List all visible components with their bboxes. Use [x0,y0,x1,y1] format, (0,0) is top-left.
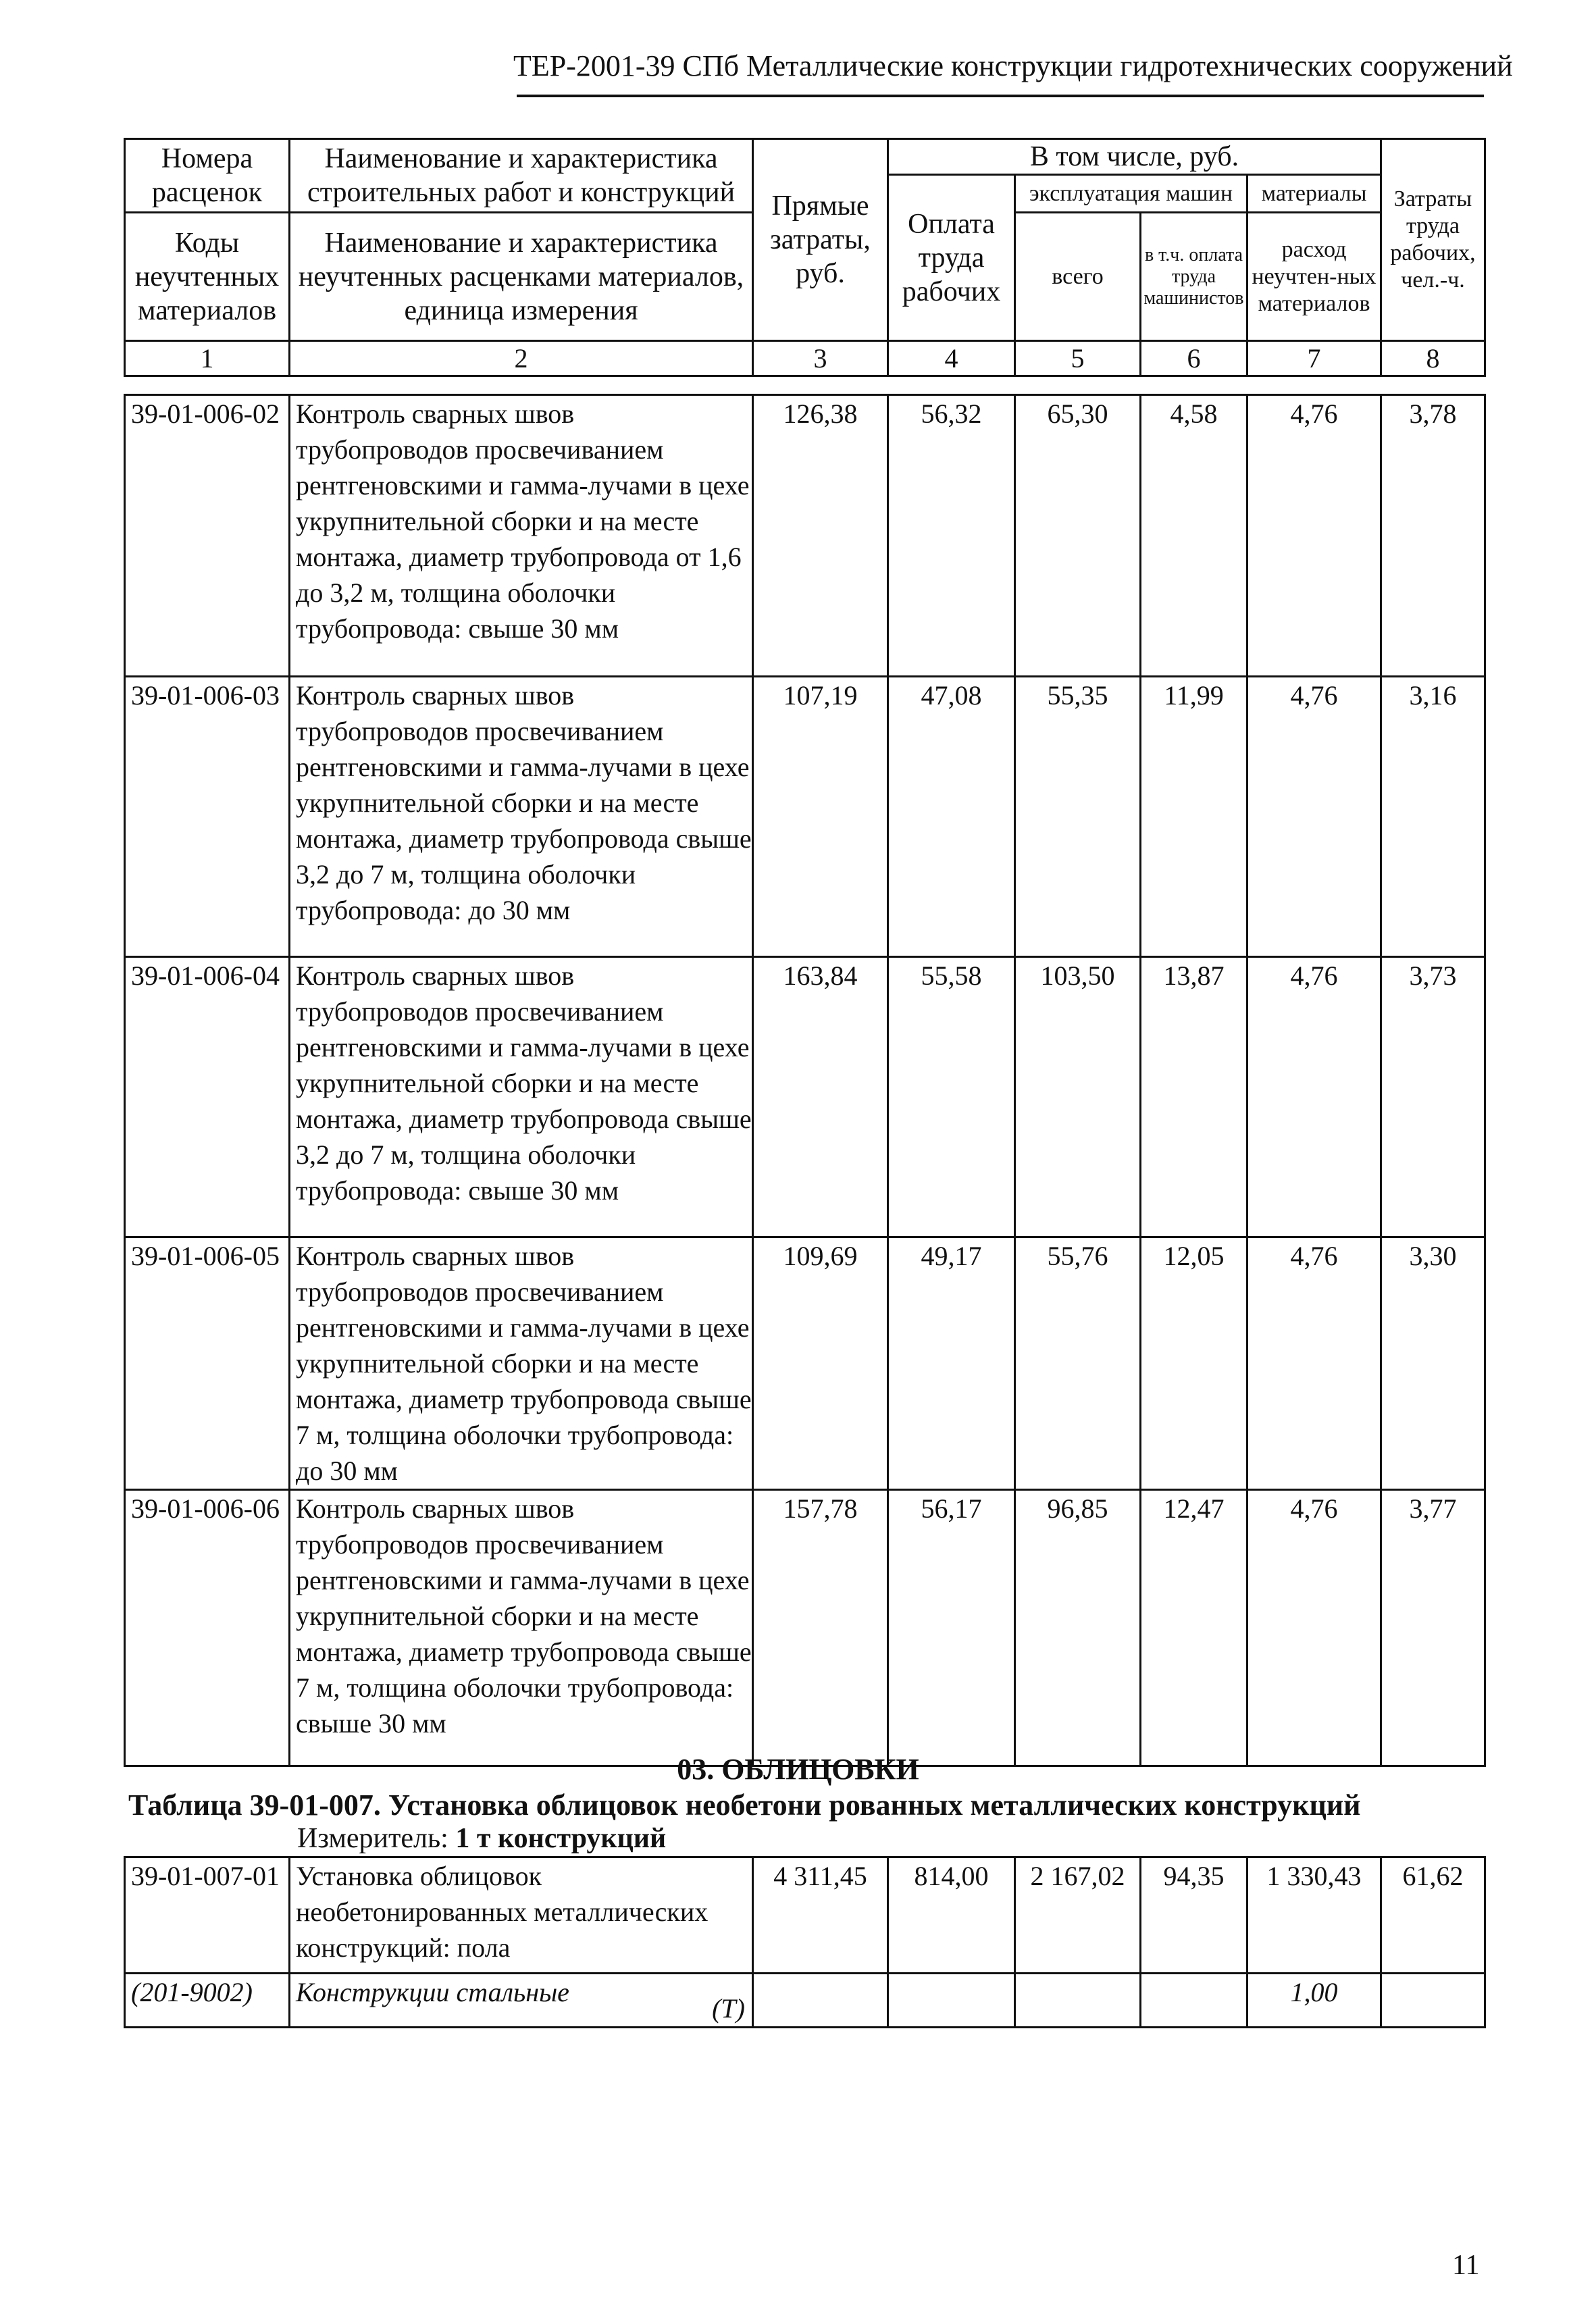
machines-total-value: 55,76 [1015,1237,1141,1490]
material-row [125,1974,1485,2028]
direct-costs-value: 157,78 [753,1490,888,1766]
header-materials: материалы [1247,175,1381,213]
table-row [125,957,1485,1237]
labor-hours-value: 3,78 [1381,395,1485,677]
machines-total-value: 55,35 [1015,677,1141,957]
rates-table [124,394,1486,1767]
col-number: 3 [753,341,888,376]
header-unaccounted-materials: расход неучтен-ных материалов [1247,213,1381,341]
labor-hours-value: 3,16 [1381,677,1485,957]
col-number: 6 [1141,341,1247,376]
header-rate-numbers: Номера расценок [125,139,290,213]
labor-hours-value: 61,62 [1381,1857,1485,1974]
direct-costs-value: 163,84 [753,957,888,1237]
machinists-pay-value: 11,99 [1141,677,1247,957]
header-machines-total: всего [1015,213,1141,341]
header-labor-hours: Затраты труда рабочих, чел.-ч. [1381,139,1485,341]
machinists-pay-value: 12,05 [1141,1237,1247,1490]
machinists-pay-value: 4,58 [1141,395,1247,677]
materials-value: 4,76 [1247,395,1381,677]
rate-description: Контроль сварных швов трубопроводов просвечиванием рентгеновскими и гамма-лучами в цехе укрупнительной сборки и на месте монтажа, диаметр трубопровода от 1,6 до 3,2 м, толщина оболочки трубопровода: свыше 30 мм [290,395,753,677]
materials-value: 1 330,43 [1247,1857,1381,1974]
material-code: (201-9002) [125,1974,290,2028]
col-number: 5 [1015,341,1141,376]
col-number: 7 [1247,341,1381,376]
rate-code: 39-01-006-05 [125,1237,290,1490]
direct-costs-value: 126,38 [753,395,888,677]
machines-total-value: 65,30 [1015,395,1141,677]
document-header-title: ТЕР-2001-39 СПб Металлические конструкции гидротехнических сооружений [513,49,1513,82]
machinists-pay-value: 94,35 [1141,1857,1247,1974]
facing-table [124,1856,1486,2028]
materials-value: 4,76 [1247,1490,1381,1766]
page-number: 11 [1452,2250,1480,2281]
materials-value: 4,76 [1247,1237,1381,1490]
measure-unit [297,1822,666,1855]
labor-hours-value: 3,77 [1381,1490,1485,1766]
material-unit: (Т) [712,1993,745,2024]
materials-value: 4,76 [1247,677,1381,957]
section-title: 03. ОБЛИЦОВКИ [677,1753,919,1786]
direct-costs-value: 4 311,45 [753,1857,888,1974]
header-machines: эксплуатация машин [1015,175,1247,213]
header-material-name: Наименование и характеристика неучтенных расценками материалов, единица измерения [290,213,753,341]
machines-total-value: 96,85 [1015,1490,1141,1766]
header-direct-costs: Прямые затраты, руб. [753,139,888,341]
direct-costs-value: 109,69 [753,1237,888,1490]
table-title: Таблица 39-01-007. Установка облицовок необетони рованных металлических конструкций [128,1789,1361,1822]
col-number: 8 [1381,341,1485,376]
header-labor-pay: Оплата труда рабочих [888,175,1015,341]
rate-description: Контроль сварных швов трубопроводов просвечиванием рентгеновскими и гамма-лучами в цехе укрупнительной сборки и на месте монтажа, диаметр трубопровода свыше 7 м, толщина оболочки трубопровода: до 30 мм [290,1237,753,1490]
rate-description: Контроль сварных швов трубопроводов просвечиванием рентгеновскими и гамма-лучами в цехе укрупнительной сборки и на месте монтажа, диаметр трубопровода свыше 3,2 до 7 м, толщина оболочки трубопровода: до 30 мм [290,677,753,957]
col-number: 1 [125,341,290,376]
labor-pay-value: 47,08 [888,677,1015,957]
labor-pay-value: 814,00 [888,1857,1015,1974]
materials-value: 4,76 [1247,957,1381,1237]
header-work-name: Наименование и характеристика строительных работ и конструкций [290,139,753,213]
measure-unit-label: Измеритель: [297,1823,448,1854]
col-number: 4 [888,341,1015,376]
rate-code: 39-01-006-04 [125,957,290,1237]
machines-total-value: 103,50 [1015,957,1141,1237]
machines-total-value: 2 167,02 [1015,1857,1141,1974]
table-row [125,677,1485,957]
labor-hours-value: 3,30 [1381,1237,1485,1490]
header-including-group: В том числе, руб. [888,139,1381,175]
rate-code: 39-01-006-06 [125,1490,290,1766]
measure-unit-value: 1 т конструкций [455,1823,667,1854]
labor-hours-value: 3,73 [1381,957,1485,1237]
col-number: 2 [290,341,753,376]
material-name [290,1974,753,2028]
labor-pay-value: 49,17 [888,1237,1015,1490]
machinists-pay-value: 13,87 [1141,957,1247,1237]
labor-pay-value: 55,58 [888,957,1015,1237]
material-quantity: 1,00 [1247,1974,1381,2028]
rate-description: Установка облицовок необетонированных металлических конструкций: пола [290,1857,753,1974]
machinists-pay-value: 12,47 [1141,1490,1247,1766]
direct-costs-value: 107,19 [753,677,888,957]
material-name-text: Конструкции стальные [296,1977,569,2007]
labor-pay-value: 56,17 [888,1490,1015,1766]
labor-pay-value: 56,32 [888,395,1015,677]
table-row [125,395,1485,677]
rate-code: 39-01-006-02 [125,395,290,677]
table-row [125,1857,1485,1974]
header-material-codes: Коды неучтенных материалов [125,213,290,341]
rate-description: Контроль сварных швов трубопроводов просвечиванием рентгеновскими и гамма-лучами в цехе укрупнительной сборки и на месте монтажа, диаметр трубопровода свыше 3,2 до 7 м, толщина оболочки трубопровода: свыше 30 мм [290,957,753,1237]
rate-code: 39-01-007-01 [125,1857,290,1974]
rate-code: 39-01-006-03 [125,677,290,957]
header-machinists-pay: в т.ч. оплата труда машинистов [1141,213,1247,341]
column-header-table [124,138,1486,377]
header-rule [517,95,1484,97]
rate-description: Контроль сварных швов трубопроводов просвечиванием рентгеновскими и гамма-лучами в цехе укрупнительной сборки и на месте монтажа, диаметр трубопровода свыше 7 м, толщина оболочки трубопровода: свыше 30 мм [290,1490,753,1766]
table-row [125,1490,1485,1766]
table-row [125,1237,1485,1490]
